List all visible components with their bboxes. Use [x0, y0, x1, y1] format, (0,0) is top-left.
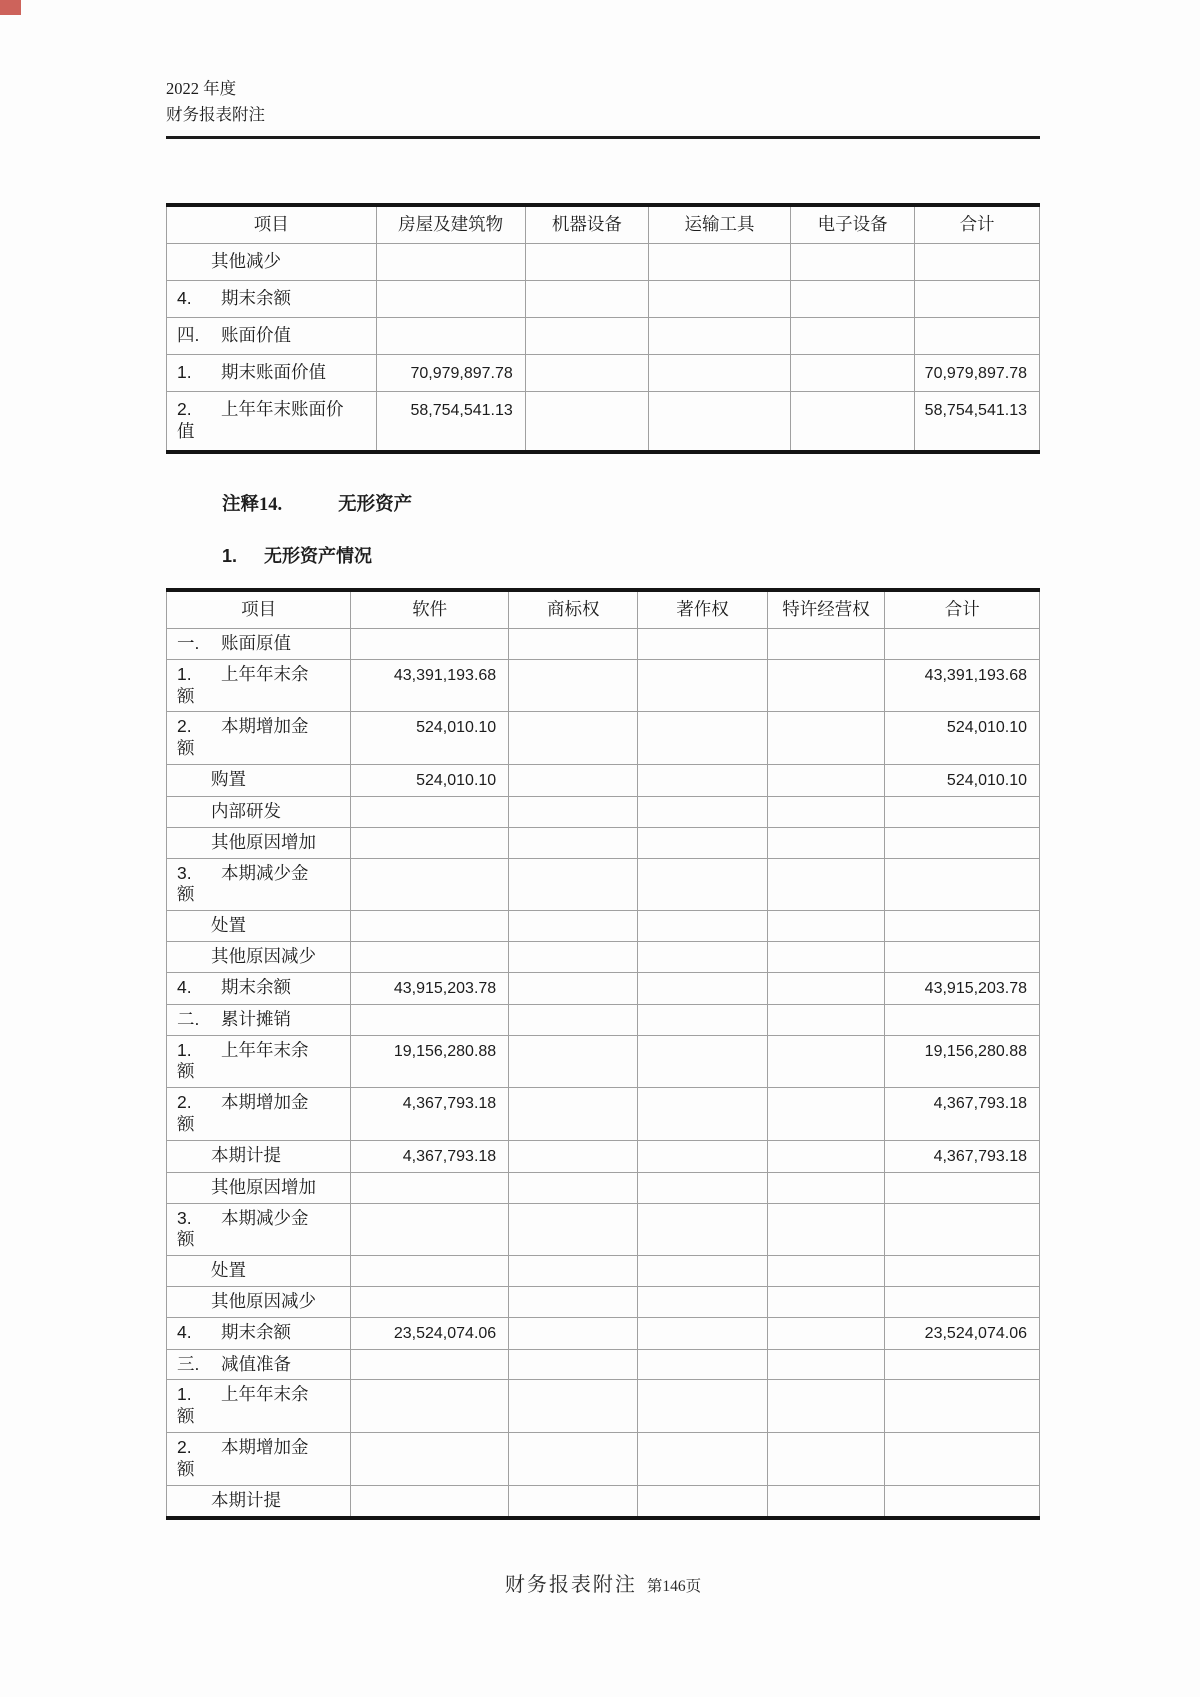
value-cell — [885, 628, 1040, 659]
value-cell — [767, 1172, 885, 1203]
row-label-cell — [167, 1088, 351, 1141]
value-cell: 19,156,280.88 — [885, 1035, 1040, 1088]
value-cell: 43,915,203.78 — [351, 973, 509, 1005]
value-cell — [638, 1318, 767, 1350]
header-row — [167, 590, 1040, 628]
value-cell: 43,391,193.68 — [351, 659, 509, 712]
value-cell — [509, 911, 638, 942]
value-cell — [509, 973, 638, 1005]
value-cell — [376, 280, 525, 317]
table-row — [167, 317, 1040, 354]
value-cell — [638, 827, 767, 858]
row-label: 本期计提 — [211, 1489, 281, 1510]
value-cell — [351, 628, 509, 659]
table-row — [167, 244, 1040, 281]
value-cell — [791, 244, 915, 281]
row-number: 1. — [177, 361, 192, 382]
value-cell — [509, 1287, 638, 1318]
value-cell — [376, 244, 525, 281]
row-label-cell — [167, 354, 377, 392]
value-cell — [767, 765, 885, 797]
value-cell — [351, 1380, 509, 1433]
value-cell — [509, 1004, 638, 1035]
fixed-assets-table — [166, 203, 1040, 454]
row-label-cell — [167, 942, 351, 973]
page-content — [166, 0, 1040, 1520]
value-cell — [767, 1380, 885, 1433]
row-label-cell — [167, 858, 351, 911]
value-cell — [885, 1380, 1040, 1433]
value-cell — [638, 1203, 767, 1256]
column-header: 项目 — [167, 205, 377, 243]
table-row — [167, 858, 1040, 911]
value-cell — [351, 827, 509, 858]
value-cell — [885, 1485, 1040, 1517]
value-cell: 19,156,280.88 — [351, 1035, 509, 1088]
value-cell — [351, 1433, 509, 1486]
value-cell — [351, 1172, 509, 1203]
value-cell — [648, 244, 790, 281]
value-cell — [648, 392, 790, 452]
row-label-cell — [167, 973, 351, 1005]
value-cell — [638, 911, 767, 942]
table-row — [167, 973, 1040, 1005]
value-cell — [767, 1287, 885, 1318]
row-label-cell — [167, 1035, 351, 1088]
note-number: 注释14. — [222, 494, 283, 515]
value-cell: 58,754,541.13 — [915, 392, 1040, 452]
value-cell — [509, 659, 638, 712]
value-cell: 524,010.10 — [885, 765, 1040, 797]
row-label-cell — [167, 1141, 351, 1173]
value-cell — [915, 244, 1040, 281]
note-heading — [166, 490, 1040, 516]
table-row — [167, 911, 1040, 942]
row-label: 本期计提 — [211, 1145, 281, 1166]
value-cell — [638, 1172, 767, 1203]
column-header: 商标权 — [509, 590, 638, 628]
value-cell — [509, 942, 638, 973]
value-cell — [525, 392, 648, 452]
row-label: 处置 — [211, 915, 246, 936]
table-row — [167, 628, 1040, 659]
value-cell — [885, 858, 1040, 911]
value-cell — [638, 712, 767, 765]
column-header: 项目 — [167, 590, 351, 628]
value-cell: 4,367,793.18 — [885, 1088, 1040, 1141]
table-row — [167, 796, 1040, 827]
row-number: 2. — [177, 399, 192, 420]
row-label-cell — [167, 659, 351, 712]
value-cell — [509, 1380, 638, 1433]
row-label: 其他原因增加 — [211, 1176, 316, 1197]
value-cell — [791, 317, 915, 354]
row-label-cell — [167, 765, 351, 797]
value-cell — [915, 280, 1040, 317]
row-label: 本期增加金额 — [177, 1092, 309, 1135]
value-cell — [885, 1349, 1040, 1380]
row-label: 其他原因增加 — [211, 831, 316, 852]
value-cell — [525, 244, 648, 281]
value-cell — [638, 1256, 767, 1287]
value-cell — [638, 1433, 767, 1486]
value-cell — [885, 1004, 1040, 1035]
table-row — [167, 765, 1040, 797]
value-cell: 23,524,074.06 — [351, 1318, 509, 1350]
row-label-cell — [167, 1318, 351, 1350]
value-cell — [767, 1141, 885, 1173]
row-label: 减值准备 — [221, 1353, 291, 1374]
value-cell: 70,979,897.78 — [376, 354, 525, 392]
value-cell — [638, 1088, 767, 1141]
table-row — [167, 1035, 1040, 1088]
column-header: 运输工具 — [648, 205, 790, 243]
value-cell — [791, 354, 915, 392]
value-cell — [638, 858, 767, 911]
value-cell: 4,367,793.18 — [885, 1141, 1040, 1173]
value-cell — [648, 280, 790, 317]
value-cell — [351, 1485, 509, 1517]
table-row — [167, 1287, 1040, 1318]
table-row — [167, 659, 1040, 712]
value-cell: 43,915,203.78 — [885, 973, 1040, 1005]
header-doc-line: 财务报表附注 — [166, 104, 265, 124]
value-cell — [638, 942, 767, 973]
value-cell — [509, 1172, 638, 1203]
value-cell — [509, 1035, 638, 1088]
value-cell — [638, 659, 767, 712]
value-cell — [767, 973, 885, 1005]
value-cell — [767, 1256, 885, 1287]
scan-corner-mark — [0, 0, 21, 15]
table-row — [167, 392, 1040, 452]
row-number: 三. — [177, 1353, 200, 1374]
row-label-cell — [167, 244, 377, 281]
row-number: 2. — [177, 1437, 192, 1458]
table-row — [167, 1485, 1040, 1517]
row-label: 账面价值 — [221, 324, 291, 345]
column-header: 著作权 — [638, 590, 767, 628]
row-label: 期末余额 — [221, 287, 291, 308]
table-row — [167, 1172, 1040, 1203]
value-cell — [638, 1141, 767, 1173]
value-cell — [767, 1433, 885, 1486]
value-cell — [767, 659, 885, 712]
table-row — [167, 827, 1040, 858]
value-cell — [638, 1287, 767, 1318]
row-label: 本期减少金额 — [177, 1207, 309, 1250]
value-cell — [376, 317, 525, 354]
value-cell: 524,010.10 — [351, 712, 509, 765]
value-cell — [767, 1318, 885, 1350]
document-header — [166, 0, 1040, 139]
row-label-cell — [167, 1380, 351, 1433]
table-row — [167, 280, 1040, 317]
row-label: 上年年末余额 — [177, 1384, 309, 1427]
table-row — [167, 1349, 1040, 1380]
value-cell — [767, 796, 885, 827]
value-cell — [351, 1256, 509, 1287]
table-row — [167, 1318, 1040, 1350]
value-cell — [885, 827, 1040, 858]
value-cell — [638, 1349, 767, 1380]
row-label: 内部研发 — [211, 800, 281, 821]
sub-heading — [166, 542, 1040, 568]
header-row — [167, 205, 1040, 243]
value-cell — [638, 1004, 767, 1035]
note-title: 无形资产 — [338, 494, 413, 515]
row-number: 2. — [177, 1092, 192, 1113]
table-row — [167, 1380, 1040, 1433]
value-cell — [351, 858, 509, 911]
value-cell — [351, 1349, 509, 1380]
row-number: 二. — [177, 1008, 200, 1029]
value-cell — [638, 796, 767, 827]
value-cell — [767, 628, 885, 659]
value-cell — [525, 280, 648, 317]
row-label-cell — [167, 1203, 351, 1256]
row-number: 4. — [177, 977, 192, 998]
row-label-cell — [167, 1287, 351, 1318]
value-cell — [767, 1035, 885, 1088]
value-cell — [767, 712, 885, 765]
value-cell — [638, 1035, 767, 1088]
column-header: 电子设备 — [791, 205, 915, 243]
value-cell — [509, 628, 638, 659]
value-cell — [351, 1203, 509, 1256]
value-cell — [509, 1349, 638, 1380]
row-label: 其他减少 — [211, 251, 281, 271]
value-cell — [509, 712, 638, 765]
value-cell: 524,010.10 — [885, 712, 1040, 765]
value-cell: 43,391,193.68 — [885, 659, 1040, 712]
value-cell — [648, 317, 790, 354]
value-cell — [767, 827, 885, 858]
value-cell — [885, 1433, 1040, 1486]
column-header: 房屋及建筑物 — [376, 205, 525, 243]
value-cell — [885, 796, 1040, 827]
sub-heading-title: 无形资产情况 — [264, 545, 372, 566]
row-label-cell — [167, 1485, 351, 1517]
row-label: 期末账面价值 — [221, 361, 326, 382]
value-cell — [638, 1485, 767, 1517]
value-cell: 70,979,897.78 — [915, 354, 1040, 392]
row-number: 3. — [177, 862, 192, 883]
row-label-cell — [167, 796, 351, 827]
value-cell — [767, 858, 885, 911]
value-cell — [509, 1318, 638, 1350]
value-cell — [525, 354, 648, 392]
value-cell — [509, 1433, 638, 1486]
document-footer — [166, 1568, 1040, 1597]
value-cell — [509, 765, 638, 797]
column-header: 特许经营权 — [767, 590, 885, 628]
table-row — [167, 1004, 1040, 1035]
value-cell — [791, 392, 915, 452]
row-number: 1. — [177, 663, 192, 684]
value-cell — [351, 942, 509, 973]
value-cell — [638, 1380, 767, 1433]
table-row — [167, 1256, 1040, 1287]
value-cell — [767, 1004, 885, 1035]
value-cell: 524,010.10 — [351, 765, 509, 797]
row-label-cell — [167, 827, 351, 858]
column-header: 软件 — [351, 590, 509, 628]
row-label-cell — [167, 911, 351, 942]
value-cell — [351, 1004, 509, 1035]
value-cell — [885, 911, 1040, 942]
row-number: 1. — [177, 1384, 192, 1405]
column-header: 合计 — [885, 590, 1040, 628]
value-cell — [509, 1088, 638, 1141]
value-cell — [885, 1172, 1040, 1203]
value-cell — [509, 1256, 638, 1287]
value-cell — [638, 973, 767, 1005]
sub-heading-number: 1. — [222, 545, 238, 566]
row-label: 本期增加金额 — [177, 716, 309, 759]
value-cell — [638, 765, 767, 797]
value-cell — [885, 1287, 1040, 1318]
row-label-cell — [167, 317, 377, 354]
row-label-cell — [167, 1256, 351, 1287]
header-year-line: 2022 年度 — [166, 79, 237, 98]
row-number: 3. — [177, 1207, 192, 1228]
table-row — [167, 1203, 1040, 1256]
row-label: 账面原值 — [221, 632, 291, 653]
value-cell — [885, 942, 1040, 973]
row-label: 本期减少金额 — [177, 862, 309, 905]
table-row — [167, 354, 1040, 392]
table-row — [167, 1088, 1040, 1141]
row-label: 其他原因减少 — [211, 946, 316, 967]
value-cell — [509, 1141, 638, 1173]
column-header: 机器设备 — [525, 205, 648, 243]
row-label: 上年年末账面价值 — [177, 399, 344, 442]
column-header: 合计 — [915, 205, 1040, 243]
row-number: 2. — [177, 716, 192, 737]
row-number: 四. — [177, 324, 200, 345]
row-label: 本期增加金额 — [177, 1437, 309, 1480]
value-cell — [351, 796, 509, 827]
value-cell — [767, 1485, 885, 1517]
row-number: 1. — [177, 1039, 192, 1060]
footer-page-number: 第146页 — [646, 1578, 702, 1595]
value-cell: 58,754,541.13 — [376, 392, 525, 452]
row-label-cell — [167, 280, 377, 317]
row-label: 期末余额 — [221, 977, 291, 998]
row-label-cell — [167, 392, 377, 452]
value-cell — [638, 628, 767, 659]
row-label: 处置 — [211, 1260, 246, 1281]
row-label: 其他原因减少 — [211, 1291, 316, 1312]
row-label: 期末余额 — [221, 1322, 291, 1342]
table-row — [167, 1433, 1040, 1486]
row-label-cell — [167, 1349, 351, 1380]
table-row — [167, 1141, 1040, 1173]
value-cell — [767, 1349, 885, 1380]
row-label: 上年年末余额 — [177, 663, 309, 706]
value-cell — [767, 942, 885, 973]
value-cell — [767, 1203, 885, 1256]
value-cell — [791, 280, 915, 317]
row-label-cell — [167, 1433, 351, 1486]
row-label-cell — [167, 712, 351, 765]
header-rule — [166, 136, 1040, 139]
value-cell — [509, 858, 638, 911]
footer-doc-title: 财务报表附注 — [504, 1574, 637, 1596]
row-label-cell — [167, 1172, 351, 1203]
row-label: 购置 — [211, 769, 246, 790]
table-row — [167, 942, 1040, 973]
row-number: 4. — [177, 287, 192, 308]
table-row — [167, 712, 1040, 765]
intangible-assets-table — [166, 588, 1040, 1520]
row-label: 累计摊销 — [221, 1008, 291, 1029]
row-number: 一. — [177, 632, 200, 653]
value-cell — [767, 911, 885, 942]
value-cell — [525, 317, 648, 354]
value-cell — [915, 317, 1040, 354]
value-cell — [767, 1088, 885, 1141]
row-label-cell — [167, 628, 351, 659]
value-cell — [509, 827, 638, 858]
row-label-cell — [167, 1004, 351, 1035]
value-cell — [351, 1287, 509, 1318]
value-cell — [885, 1203, 1040, 1256]
value-cell: 4,367,793.18 — [351, 1141, 509, 1173]
value-cell — [509, 1203, 638, 1256]
value-cell — [648, 354, 790, 392]
value-cell — [509, 1485, 638, 1517]
value-cell — [509, 796, 638, 827]
value-cell — [885, 1256, 1040, 1287]
row-label: 上年年末余额 — [177, 1039, 309, 1082]
value-cell: 4,367,793.18 — [351, 1088, 509, 1141]
row-number: 4. — [177, 1322, 192, 1342]
value-cell: 23,524,074.06 — [885, 1318, 1040, 1350]
value-cell — [351, 911, 509, 942]
